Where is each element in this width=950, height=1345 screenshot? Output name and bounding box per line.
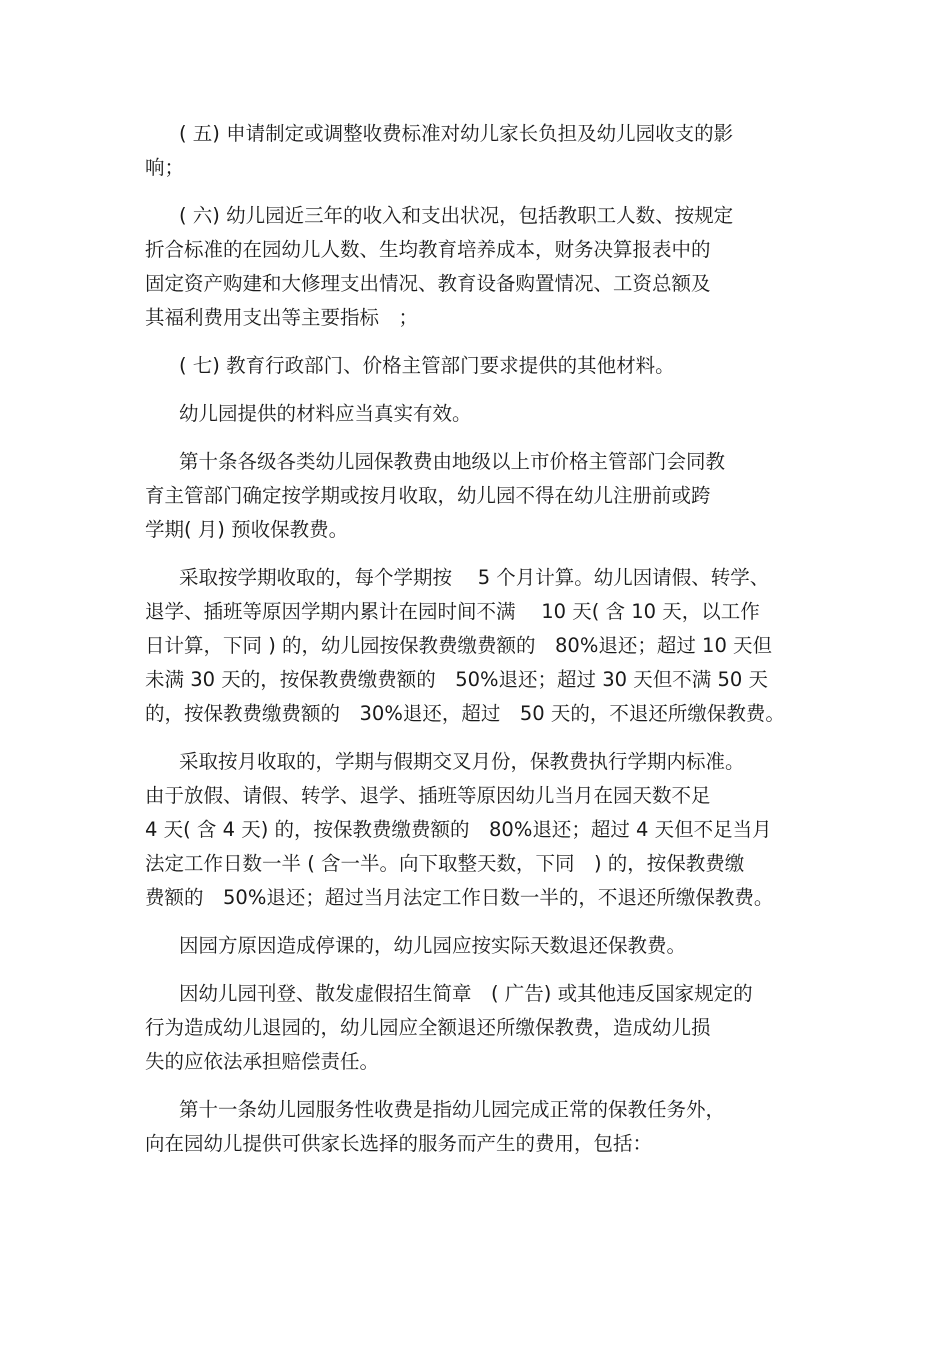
text-line: 失的应依法承担赔偿责任。 xyxy=(145,1050,380,1073)
text-line: 法定工作日数一半 ( 含一半。向下取整天数，下同 ) 的，按保教费缴 xyxy=(145,852,745,875)
paragraph-item-7 xyxy=(145,349,813,383)
paragraph-article-11 xyxy=(145,1093,813,1161)
document-body xyxy=(145,117,813,1175)
text-line: 向在园幼儿提供可供家长选择的服务而产生的费用，包括： xyxy=(145,1132,653,1155)
text-line: 行为造成幼儿退园的，幼儿园应全额退还所缴保教费，造成幼儿损 xyxy=(145,1016,711,1039)
text-line: 第十条各级各类幼儿园保教费由地级以上市价格主管部门会同教 xyxy=(179,450,726,473)
paragraph-item-5 xyxy=(145,117,813,185)
paragraph-term-refund xyxy=(145,561,813,731)
text-line: 退学、插班等原因学期内累计在园时间不满 10 天( 含 10 天，以工作 xyxy=(145,600,760,623)
text-line: 费额的 50%退还；超过当月法定工作日数一半的，不退还所缴保教费。 xyxy=(145,886,774,909)
text-line: 采取按月收取的，学期与假期交叉月份，保教费执行学期内标准。 xyxy=(179,750,745,773)
paragraph-monthly-refund xyxy=(145,745,813,915)
text-line: 采取按学期收取的，每个学期按 5 个月计算。幼儿因请假、转学、 xyxy=(179,566,770,589)
paragraph-false-advertising xyxy=(145,977,813,1079)
paragraph-article-10 xyxy=(145,445,813,547)
text-line: 因幼儿园刊登、散发虚假招生简章 ( 广告) 或其他违反国家规定的 xyxy=(179,982,753,1005)
text-line: ( 七) 教育行政部门、价格主管部门要求提供的其他材料。 xyxy=(179,354,675,377)
text-line: 未满 30 天的，按保教费缴费额的 50%退还；超过 30 天但不满 50 天 xyxy=(145,668,768,691)
text-line: 由于放假、请假、转学、退学、插班等原因幼儿当月在园天数不足 xyxy=(145,784,711,807)
text-line: 的，按保教费缴费额的 30%退还，超过 50 天的，不退还所缴保教费。 xyxy=(145,702,785,725)
text-line: 幼儿园提供的材料应当真实有效。 xyxy=(179,402,472,425)
paragraph-materials-valid xyxy=(145,397,813,431)
text-line: ( 六) 幼儿园近三年的收入和支出状况，包括教职工人数、按规定 xyxy=(179,204,734,227)
text-line: 第十一条幼儿园服务性收费是指幼儿园完成正常的保教任务外， xyxy=(179,1098,726,1121)
text-line: 因园方原因造成停课的，幼儿园应按实际天数退还保教费。 xyxy=(179,934,687,957)
text-line: 学期( 月) 预收保教费。 xyxy=(145,518,349,541)
text-line: 折合标准的在园幼儿人数、生均教育培养成本，财务决算报表中的 xyxy=(145,238,711,261)
text-line: ( 五) 申请制定或调整收费标准对幼儿家长负担及幼儿园收支的影 xyxy=(179,122,734,145)
text-line: 日计算，下同 ) 的，幼儿园按保教费缴费额的 80%退还；超过 10 天但 xyxy=(145,634,773,657)
paragraph-suspension-refund xyxy=(145,929,813,963)
text-line: 响； xyxy=(145,156,185,179)
text-line: 4 天( 含 4 天) 的，按保教费缴费额的 80%退还；超过 4 天但不足当月 xyxy=(145,818,772,841)
text-line: 固定资产购建和大修理支出情况、教育设备购置情况、工资总额及 xyxy=(145,272,711,295)
text-line: 育主管部门确定按学期或按月收取，幼儿园不得在幼儿注册前或跨 xyxy=(145,484,711,507)
paragraph-item-6 xyxy=(145,199,813,335)
text-line: 其福利费用支出等主要指标 ； xyxy=(145,306,419,329)
